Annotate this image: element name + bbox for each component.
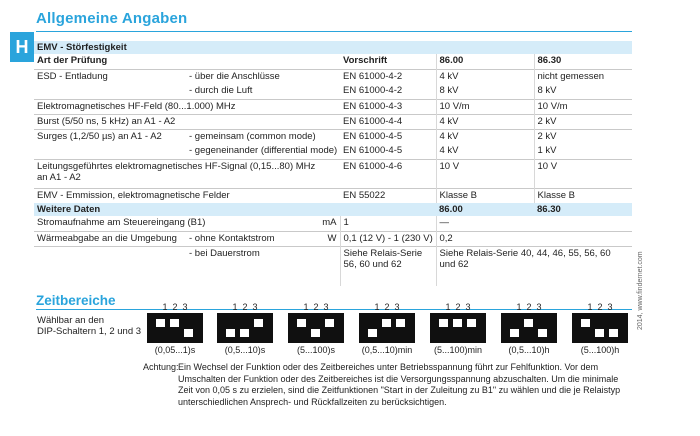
time-range-label: (0,5...10)min: [361, 345, 413, 355]
table-row: [34, 99, 632, 114]
row-86-30: 8 kV: [534, 84, 632, 99]
dip-switch-slider: [184, 329, 193, 337]
row-standard: EN 61000-4-4: [340, 114, 436, 129]
dip-switch: [288, 302, 344, 355]
dip-switch-numbers: 1 2 3: [303, 302, 329, 312]
page-title: Allgemeine Angaben: [36, 10, 188, 27]
row-test: [34, 144, 186, 159]
row-86-30: Klasse B: [534, 188, 632, 203]
zeitbereiche-subtitle-line2: DIP-Schaltern 1, 2 und 3: [37, 326, 142, 337]
waerme-86-00: 0,1 (12 V) - 1 (230 V): [340, 231, 436, 246]
row-test: EMV - Emmission, elektromagnetische Felder: [34, 188, 340, 203]
time-range-label: (0,05...1)s: [154, 345, 196, 355]
dip-switch-slider: [325, 319, 334, 327]
warning-text: Ein Wechsel der Funktion oder des Zeitbereiches unter Betriebsspannung führt zur Fehlfunktion. Vor dem Umschalten der Funktion oder des Zeitbereiches ist die Versorgungsspannung abzuschalten. Um die minimale Zeit von 0,05 s zu erzielen, sind die Zeitfunktionen "Start in der Zuleitung zu B1" zu wählen und die je Relaistyp unterschiedlichen Ansprech- und Rückfallzeiten zu berücksichtigen.: [178, 362, 621, 407]
row-standard: EN 61000-4-6: [340, 159, 436, 188]
dip-switch: [501, 302, 557, 355]
dip-switch-slider: [581, 319, 590, 327]
dip-switch-body: [501, 313, 557, 343]
dip-switch-slider: [240, 329, 249, 337]
waerme-sub2: - bei Dauerstrom: [186, 246, 340, 286]
time-range-label: (5...100)s: [296, 345, 336, 355]
waerme-label: Wärmeabgabe an die Umgebung: [34, 231, 186, 246]
table-row: [34, 231, 632, 246]
dip-switch-slider: [510, 329, 519, 337]
row-86-30: 2 kV: [534, 129, 632, 144]
dip-switch-slider: [453, 319, 462, 327]
header-art: Art der Prüfung: [37, 55, 108, 66]
dip-switch: [430, 302, 486, 355]
waerme-dauer-86-00: Siehe Relais-Serie 56, 60 und 62: [340, 246, 436, 286]
row-86-00: 4 kV: [436, 129, 534, 144]
weitere-header-row: [34, 203, 632, 216]
dip-switch-body: [430, 313, 486, 343]
table-row: [34, 159, 632, 188]
waerme-unit: W: [327, 232, 337, 244]
time-range-label: (5...100)min: [433, 345, 483, 355]
row-86-30: 2 kV: [534, 114, 632, 129]
table-row: [34, 144, 632, 159]
time-range-label: (5...100)h: [580, 345, 620, 355]
dip-switch-slider: [254, 319, 263, 327]
row-86-00: 10 V: [436, 159, 534, 188]
row-86-00: Klasse B: [436, 188, 534, 203]
row-test: [34, 84, 186, 99]
row-sub: - durch die Luft: [189, 85, 253, 96]
warning-note: [143, 362, 628, 408]
row-86-30: 1 kV: [534, 144, 632, 159]
dip-switch-slider: [368, 329, 377, 337]
strom-empty: [534, 216, 632, 231]
row-test-line1: Leitungsgeführtes elektromagnetisches HF-Signal (0,15...80) MHz: [37, 160, 316, 172]
zeitbereiche-subtitle: [37, 315, 141, 337]
table-row: [34, 114, 632, 129]
dip-switch-slider: [382, 319, 391, 327]
row-sub: - gegeneinander (differential mode): [189, 145, 338, 156]
dip-switch: [359, 302, 415, 355]
table-row: [34, 246, 632, 286]
waerme-sub1: [186, 231, 340, 246]
title-divider: [36, 31, 632, 32]
dip-switch-numbers: 1 2 3: [587, 302, 613, 312]
dip-switch-numbers: 1 2 3: [516, 302, 542, 312]
dip-switch-slider: [467, 319, 476, 327]
row-86-00: 4 kV: [436, 144, 534, 159]
table-row: [34, 188, 632, 203]
waerme-empty2: [34, 246, 186, 286]
table-row: [34, 84, 632, 99]
dip-switch-body: [217, 313, 273, 343]
weitere-86-00: 86.00: [436, 203, 534, 216]
table-row: [34, 216, 632, 231]
header-86-30: 86.30: [534, 54, 632, 69]
time-range-label: (0,5...10)s: [224, 345, 266, 355]
row-test: Burst (5/50 ns, 5 kHz) an A1 - A2: [34, 114, 340, 129]
dip-switch-slider: [311, 329, 320, 337]
strom-86-00: 1: [340, 216, 436, 231]
row-86-00: 8 kV: [436, 84, 534, 99]
dip-switch-slider: [609, 329, 618, 337]
dip-switch-slider: [297, 319, 306, 327]
row-standard: EN 61000-4-5: [340, 129, 436, 144]
specs-table: [34, 41, 632, 286]
row-sub: - gemeinsam (common mode): [186, 129, 340, 144]
dip-switch-numbers: 1 2 3: [374, 302, 400, 312]
row-standard: EN 61000-4-2: [340, 69, 436, 84]
header-86-00: 86.00: [436, 54, 534, 69]
waerme-sub1-text: - ohne Kontaktstrom: [189, 232, 275, 244]
weitere-label: Weitere Daten: [34, 203, 436, 216]
dip-switch: [572, 302, 628, 355]
row-standard: EN 55022: [340, 188, 436, 203]
dip-switch-body: [147, 313, 203, 343]
dip-switch-slider: [396, 319, 405, 327]
row-sub: - über die Anschlüsse: [186, 69, 340, 84]
row-test: Surges (1,2/50 µs) an A1 - A2: [34, 129, 186, 144]
waerme-empty: [534, 231, 632, 246]
dip-switch-slider: [538, 329, 547, 337]
dip-switch-numbers: 1 2 3: [445, 302, 471, 312]
row-test-line2: an A1 - A2: [37, 171, 81, 183]
row-86-30: nicht gemessen: [534, 69, 632, 84]
warning-lead: Achtung:: [143, 362, 179, 372]
waerme-86-30: 0,2: [436, 231, 534, 246]
row-test: Elektromagnetisches HF-Feld (80...1.000) MHz: [34, 99, 340, 114]
row-86-00: 4 kV: [436, 69, 534, 84]
time-range-label: (0,5...10)h: [508, 345, 550, 355]
emv-header-row: [34, 41, 632, 54]
table-header-row: [34, 54, 632, 69]
strom-86-30: —: [436, 216, 534, 231]
header-vorschrift: Vorschrift: [343, 55, 388, 66]
row-standard: EN 61000-4-3: [340, 99, 436, 114]
dip-switch-body: [288, 313, 344, 343]
row-standard: EN 61000-4-5: [343, 145, 403, 156]
strom-text: Stromaufnahme am Steuereingang (B1): [37, 217, 206, 228]
waerme-dauer-86-30: Siehe Relais-Serie 40, 44, 46, 55, 56, 60 und 62: [436, 246, 632, 286]
row-test: [34, 159, 340, 188]
strom-unit: mA: [322, 217, 337, 228]
dip-switch-slider: [170, 319, 179, 327]
dip-switch-slider: [156, 319, 165, 327]
dip-switch-slider: [524, 319, 533, 327]
zeitbereiche-title: Zeitbereiche: [36, 293, 116, 308]
dip-switch: [217, 302, 273, 355]
dip-switch-numbers: 1 2 3: [162, 302, 188, 312]
dip-switch-body: [572, 313, 628, 343]
table-row: [34, 129, 632, 144]
row-86-30: 10 V/m: [534, 99, 632, 114]
side-copyright: 2014, www.findernet.com: [637, 251, 644, 330]
dip-switch-slider: [226, 329, 235, 337]
strom-label: [34, 216, 340, 231]
dip-switch: [147, 302, 203, 355]
dip-switch-slider: [595, 329, 604, 337]
table-row: [34, 69, 632, 84]
row-standard: EN 61000-4-2: [343, 85, 403, 96]
emv-header: EMV - Störfestigkeit: [34, 41, 632, 54]
row-86-30: 10 V: [534, 159, 632, 188]
dip-switch-body: [359, 313, 415, 343]
row-test: ESD - Entladung: [34, 69, 186, 84]
zeitbereiche-subtitle-line1: Wählbar an den: [37, 315, 105, 326]
dip-switch-numbers: 1 2 3: [232, 302, 258, 312]
section-letter-tab: H: [10, 32, 34, 62]
row-86-00: 10 V/m: [436, 99, 534, 114]
row-86-00: 4 kV: [436, 114, 534, 129]
dip-switch-slider: [439, 319, 448, 327]
weitere-86-30: 86.30: [534, 203, 632, 216]
